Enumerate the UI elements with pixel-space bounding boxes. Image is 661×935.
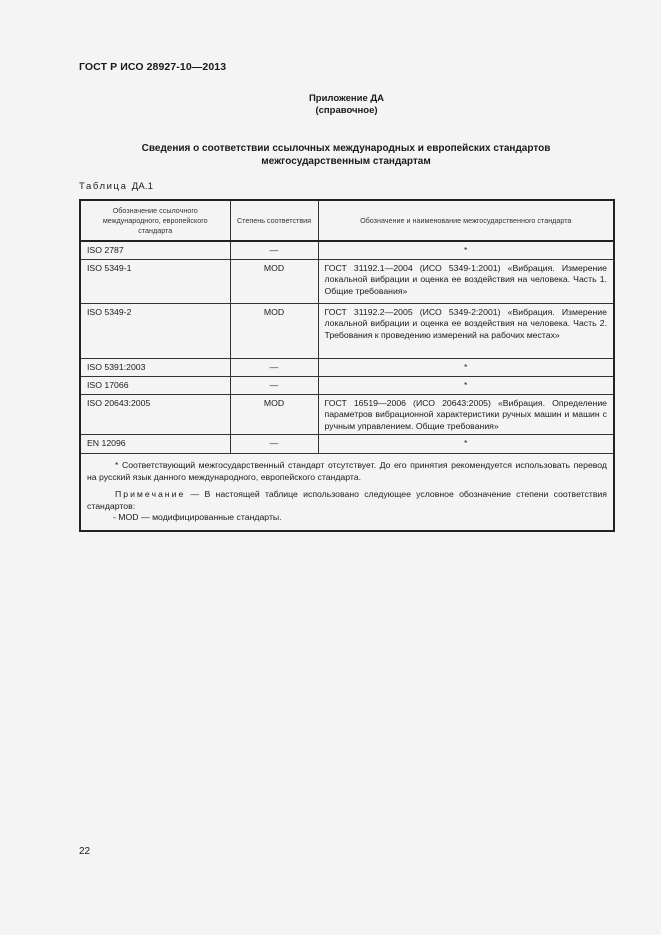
table-note [87, 489, 607, 512]
table-header-row [80, 200, 614, 241]
table-row [80, 394, 614, 435]
standards-correspondence-table [79, 199, 615, 532]
table-notes-row [80, 454, 614, 531]
cell-interstate: * [318, 241, 614, 259]
cell-standard: ISO 20643:2005 [80, 394, 230, 435]
column-header-interstate: Обозначение и наименование межгосударственного стандарта [318, 200, 614, 241]
table-caption [79, 181, 153, 192]
cell-standard: EN 12096 [80, 435, 230, 454]
note-text: — В настоящей таблице использовано следующее условное обозначение степени соответствия стандартов: [87, 489, 607, 511]
appendix-title: Приложение ДА [308, 93, 385, 104]
table-row [80, 259, 614, 303]
column-header-degree: Степень соответствия [230, 200, 318, 241]
table-caption-number: ДА.1 [131, 181, 154, 192]
cell-degree: MOD [230, 303, 318, 358]
cell-interstate: * [318, 358, 614, 376]
table-notes-cell [80, 454, 614, 531]
table-row [80, 435, 614, 454]
cell-standard: ISO 2787 [80, 241, 230, 259]
appendix-subtitle: (справочное) [315, 105, 378, 116]
cell-interstate: * [318, 376, 614, 394]
column-header-standard: Обозначение ссылочного международного, европейского стандарта [80, 200, 230, 241]
table-row [80, 303, 614, 358]
table-row [80, 376, 614, 394]
cell-standard: ISO 5391:2003 [80, 358, 230, 376]
cell-interstate: ГОСТ 16519—2006 (ИСО 20643:2005) «Вибрация. Определение параметров вибрационной характеристики ручных машин и машин с ручным управлением. Общие требования» [318, 394, 614, 435]
section-heading-line1: Сведения о соответствии ссылочных международных и европейских стандартов [141, 143, 551, 154]
note-label: Примечание [115, 489, 186, 499]
table-caption-label: Таблица [79, 181, 128, 192]
section-heading-line2: межгосударственным стандартам [261, 156, 431, 167]
cell-degree: — [230, 376, 318, 394]
table-row [80, 358, 614, 376]
cell-degree: MOD [230, 394, 318, 435]
cell-standard: ISO 5349-1 [80, 259, 230, 303]
cell-interstate: ГОСТ 31192.1—2004 (ИСО 5349-1:2001) «Вибрация. Измерение локальной вибрации и оценка ее воздействия на человека. Часть 1. Общие требования» [318, 259, 614, 303]
page-number: 22 [79, 846, 91, 857]
table-row [80, 241, 614, 259]
cell-degree: — [230, 435, 318, 454]
cell-interstate: ГОСТ 31192.2—2005 (ИСО 5349-2:2001) «Вибрация. Измерение локальной вибрации и оценка ее воздействия на человека. Часть 2. Требования к проведению измерений на рабочих местах» [318, 303, 614, 358]
cell-interstate: * [318, 435, 614, 454]
note-list-item: - MOD — модифицированные стандарты. [113, 512, 282, 522]
table-footnote: * Соответствующий межгосударственный стандарт отсутствует. До его принятия рекомендуется использовать перевод на русский язык данного международного, европейского стандарта. [87, 460, 607, 482]
cell-standard: ISO 17066 [80, 376, 230, 394]
cell-standard: ISO 5349-2 [80, 303, 230, 358]
cell-degree: MOD [230, 259, 318, 303]
cell-degree: — [230, 358, 318, 376]
document-id: ГОСТ Р ИСО 28927-10—2013 [79, 61, 227, 73]
cell-degree: — [230, 241, 318, 259]
